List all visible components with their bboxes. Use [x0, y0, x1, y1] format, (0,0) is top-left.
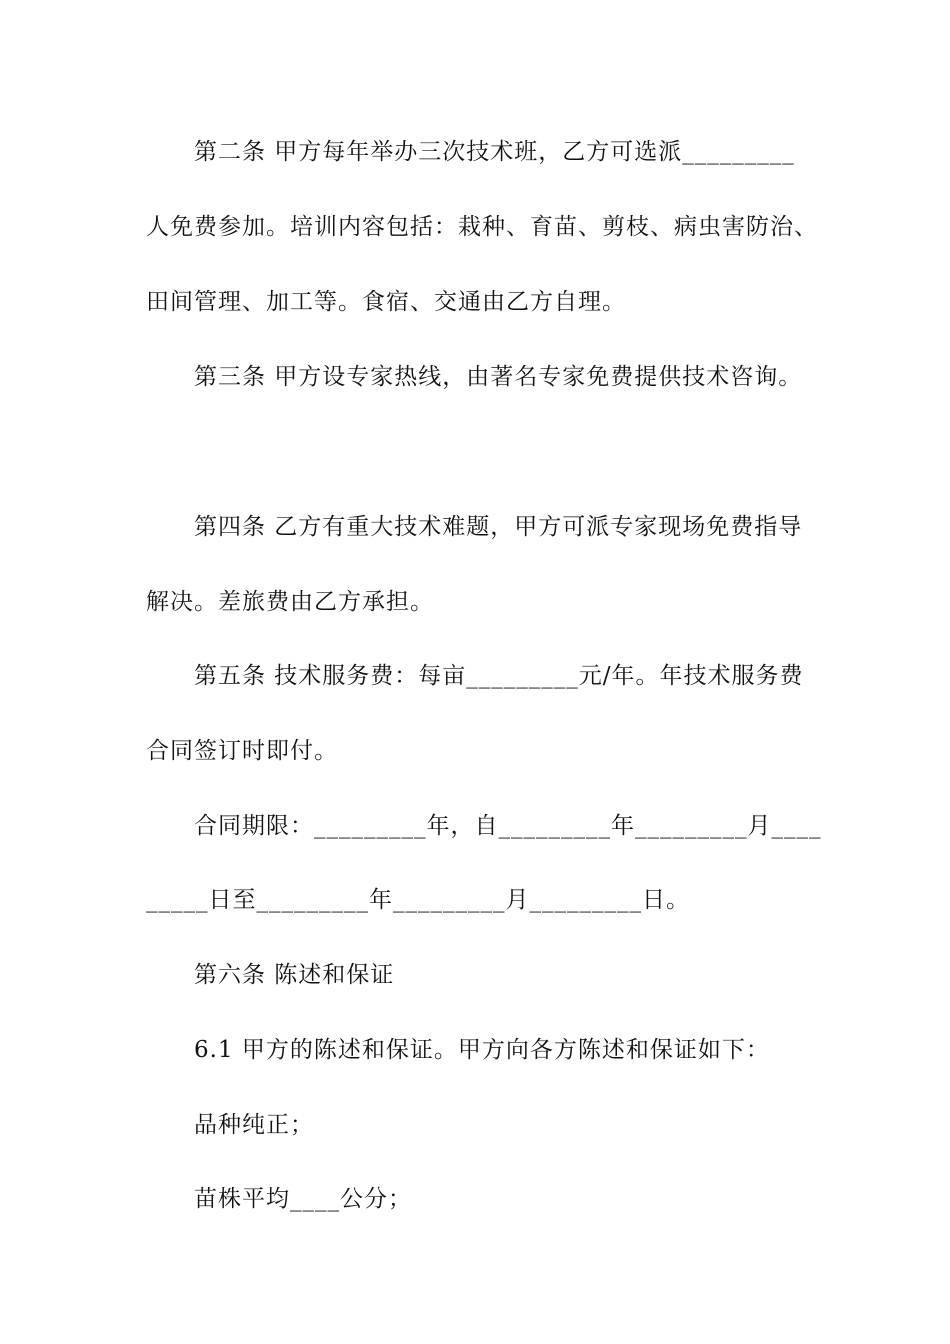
clause-5-line-2: 合同签订时即付。 [146, 738, 338, 764]
clause-4-line-1: 第四条 乙方有重大技术难题，甲方可派专家现场免费指导 [194, 514, 803, 540]
clause-6-heading: 第六条 陈述和保证 [194, 962, 395, 988]
clause-4-line-2: 解决。差旅费由乙方承担。 [146, 589, 434, 615]
clause-2-line-2: 人免费参加。培训内容包括：栽种、育苗、剪枝、病虫害防治、 [146, 214, 818, 240]
clause-3-line-1: 第三条 甲方设专家热线，由著名专家免费提供技术咨询。 [194, 364, 803, 390]
clause-6-1-line-1: 6.1 甲方的陈述和保证。甲方向各方陈述和保证如下： [194, 1037, 770, 1063]
clause-2-line-1: 第二条 甲方每年举办三次技术班，乙方可选派_________ [194, 139, 795, 165]
warranty-item-seedling-height: 苗株平均____公分； [194, 1186, 412, 1212]
clause-2-line-3: 田间管理、加工等。食宿、交通由乙方自理。 [146, 289, 626, 315]
warranty-item-variety: 品种纯正； [194, 1112, 314, 1138]
contract-term-line-2: _____日至_________年_________月_________日。 [146, 887, 690, 913]
clause-5-line-1: 第五条 技术服务费：每亩_________元/年。年技术服务费 [194, 663, 804, 689]
contract-term-line-1: 合同期限：_________年，自_________年_________月____ [194, 813, 822, 839]
